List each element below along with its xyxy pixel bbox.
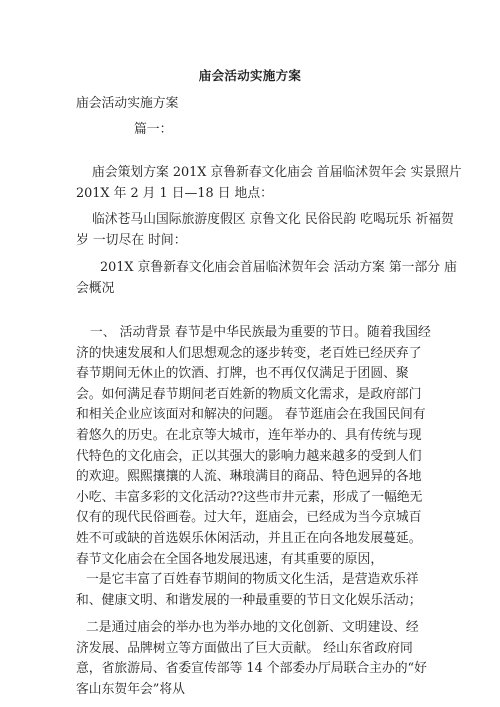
paragraph-line: 庙会策划方案 201X 京鲁新春文化庙会 首届临沭贺年会 实景照片	[92, 165, 462, 180]
paragraph-line: 临沭苍马山国际旅游度假区 京鲁文化 民俗民韵 吃喝玩乐 祈福贺	[92, 212, 454, 227]
reason-two-paragraph: 二是通过庙会的举办也为举办地的文化创新、文明建设、经济发展、品牌树立等方面做出了巨大贡献。 经山东省政府同意，省旅游局、省委宣传部等 14 个部委办厅局联合主办的“好客山东贺年会”将从	[76, 620, 427, 697]
reason-one-paragraph: 一是它丰富了百姓春节期间的物质文化生活，是营造欢乐祥和、健康文明、和谐发展的一种最重要的节日文化娱乐活动；	[76, 572, 422, 608]
background-paragraph: 一、 活动背景 春节是中华民族最为重要的节日。随着我国经济的快速发展和人们思想观念的逐步转变，老百姓已经厌弃了春节期间无休止的饮酒、打牌，也不再仅仅满足于团圆、聚会。如何满足春节期间老百姓新的物质文化需求，是政府部门和相关企业应该面对和解决的问题。 春节逛庙会在我国民间有着悠久的历史。在北京等大城市，连年举办的、具有传统与现代特色的文化庙会，正以其强大的影响力越来越多的受到人们的欢迎。熙熙攘攘的人流、琳琅满目的商品、特色迥异的各地小吃、丰富多彩的文化活动??这些市井元素，形成了一幅绝无仅有的现代民俗画卷。过大年，逛庙会，已经成为当今京城百姓不可或缺的首选娱乐休闲活动，并且正在向各地发展蔓延。 春节文化庙会在全国各地发展迅速，有其重要的原因，	[76, 325, 431, 567]
section-label: 篇一：	[134, 122, 173, 137]
document-title: 庙会活动实施方案	[198, 68, 302, 83]
paragraph-line: 201X 年 2 月 1 日—18 日 地点：	[76, 186, 273, 201]
document-subtitle: 庙会活动实施方案	[76, 96, 179, 111]
paragraph-line: 201X 京鲁新春文化庙会首届临沭贺年会 活动方案 第一部分 庙	[100, 260, 457, 275]
paragraph-line: 会概况	[76, 281, 115, 296]
paragraph-line: 岁 一切尽在 时间：	[76, 233, 187, 248]
